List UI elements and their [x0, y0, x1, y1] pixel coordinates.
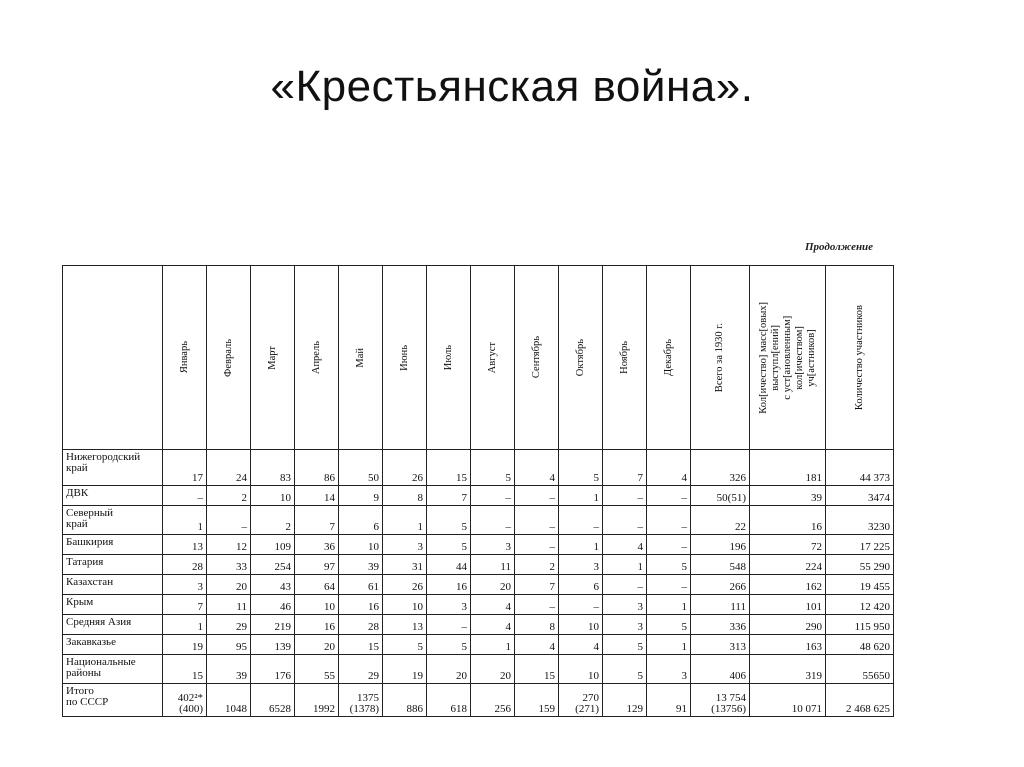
- column-header: Сентябрь: [515, 266, 559, 450]
- table-cell: 10: [383, 595, 427, 615]
- table-cell: 16: [295, 615, 339, 635]
- slide-title: «Крестьянская война».: [270, 62, 754, 111]
- table-row: [63, 655, 894, 684]
- table-cell: 109: [251, 535, 295, 555]
- table-cell: 3230: [826, 506, 894, 535]
- table-cell: 55650: [826, 655, 894, 684]
- table-cell: 39: [339, 555, 383, 575]
- table-cell: 4: [471, 595, 515, 615]
- region-header: [63, 266, 163, 450]
- table-cell: 1: [559, 486, 603, 506]
- table-cell: –: [471, 486, 515, 506]
- table-cell: 8: [515, 615, 559, 635]
- table-cell: 886: [383, 684, 427, 717]
- table-cell: 10: [339, 535, 383, 555]
- table-cell: 618: [427, 684, 471, 717]
- table-cell: 20: [295, 635, 339, 655]
- table-cell: 36: [295, 535, 339, 555]
- table-cell: 7: [515, 575, 559, 595]
- table-cell: 1: [163, 615, 207, 635]
- table-cell: 10: [559, 655, 603, 684]
- column-header: Май: [339, 266, 383, 450]
- table-row: [63, 595, 894, 615]
- table-cell: 31: [383, 555, 427, 575]
- table-cell: 19 455: [826, 575, 894, 595]
- table-cell: –: [515, 535, 559, 555]
- table-cell: –: [207, 506, 251, 535]
- table-cell: 1: [603, 555, 647, 575]
- table-cell: 22: [691, 506, 750, 535]
- table-cell: 176: [251, 655, 295, 684]
- table-cell: 10: [559, 615, 603, 635]
- table-cell: 16: [427, 575, 471, 595]
- table-cell: 14: [295, 486, 339, 506]
- column-header: Количество участников: [826, 266, 894, 450]
- table-cell: 19: [383, 655, 427, 684]
- table-cell: 44: [427, 555, 471, 575]
- table-cell: 1: [647, 635, 691, 655]
- table-cell: 9: [339, 486, 383, 506]
- table-cell: 15: [515, 655, 559, 684]
- table-cell: 402²* (400): [163, 684, 207, 717]
- column-header: Январь: [163, 266, 207, 450]
- table-cell: 162: [750, 575, 826, 595]
- column-header: Июнь: [383, 266, 427, 450]
- table-cell: 4: [647, 450, 691, 486]
- table-cell: –: [603, 575, 647, 595]
- table-cell: 28: [163, 555, 207, 575]
- table-cell: –: [559, 595, 603, 615]
- table-cell: 326: [691, 450, 750, 486]
- table-cell: 95: [207, 635, 251, 655]
- table-cell: 97: [295, 555, 339, 575]
- region-name: Средняя Азия: [63, 615, 163, 635]
- column-header: Октябрь: [559, 266, 603, 450]
- table-cell: 5: [427, 635, 471, 655]
- table-cell: 13: [383, 615, 427, 635]
- table-row: [63, 555, 894, 575]
- table-cell: 3: [163, 575, 207, 595]
- table-cell: 111: [691, 595, 750, 615]
- table-cell: 548: [691, 555, 750, 575]
- table-cell: 270 (271): [559, 684, 603, 717]
- table-cell: 12 420: [826, 595, 894, 615]
- table-cell: 1: [559, 535, 603, 555]
- table-cell: 44 373: [826, 450, 894, 486]
- table-cell: 290: [750, 615, 826, 635]
- table-cell: 64: [295, 575, 339, 595]
- table-cell: 115 950: [826, 615, 894, 635]
- column-header: Апрель: [295, 266, 339, 450]
- table-cell: 256: [471, 684, 515, 717]
- column-header: Кол[ичество] масс[овых] выступл[ений] с уст[ановленным] кол[ичеством] уч[астников]: [750, 266, 826, 450]
- table-cell: 86: [295, 450, 339, 486]
- table-cell: 6: [559, 575, 603, 595]
- table-cell: 4: [471, 615, 515, 635]
- table-cell: 6528: [251, 684, 295, 717]
- table-cell: 1: [471, 635, 515, 655]
- table-cell: –: [559, 506, 603, 535]
- table-cell: 11: [471, 555, 515, 575]
- table-cell: 6: [339, 506, 383, 535]
- table-cell: 163: [750, 635, 826, 655]
- table-cell: 5: [383, 635, 427, 655]
- table-cell: 4: [515, 450, 559, 486]
- table-cell: 313: [691, 635, 750, 655]
- table-cell: –: [163, 486, 207, 506]
- region-name: Закавказье: [63, 635, 163, 655]
- table-cell: 319: [750, 655, 826, 684]
- table-cell: 72: [750, 535, 826, 555]
- table-cell: 20: [207, 575, 251, 595]
- column-header: Февраль: [207, 266, 251, 450]
- table-cell: 29: [339, 655, 383, 684]
- table-cell: 17 225: [826, 535, 894, 555]
- table-cell: 39: [750, 486, 826, 506]
- table-cell: 7: [603, 450, 647, 486]
- table-cell: 17: [163, 450, 207, 486]
- table-cell: 5: [427, 506, 471, 535]
- table-cell: 55 290: [826, 555, 894, 575]
- table-cell: –: [647, 486, 691, 506]
- table-cell: 1375 (1378): [339, 684, 383, 717]
- table-cell: 266: [691, 575, 750, 595]
- table-cell: 20: [471, 655, 515, 684]
- header-row: [63, 266, 894, 450]
- column-header: Ноябрь: [603, 266, 647, 450]
- table-row: [63, 635, 894, 655]
- table-cell: 2 468 625: [826, 684, 894, 717]
- table-cell: 39: [207, 655, 251, 684]
- table-cell: 4: [603, 535, 647, 555]
- table-row: [63, 506, 894, 535]
- table-cell: 50: [339, 450, 383, 486]
- table-cell: 3: [603, 595, 647, 615]
- table-cell: 24: [207, 450, 251, 486]
- table-cell: 3: [471, 535, 515, 555]
- table-cell: 83: [251, 450, 295, 486]
- column-header: Июль: [427, 266, 471, 450]
- region-name: Северный край: [63, 506, 163, 535]
- table-cell: 26: [383, 575, 427, 595]
- table-cell: 3474: [826, 486, 894, 506]
- column-header: Август: [471, 266, 515, 450]
- table-cell: 26: [383, 450, 427, 486]
- table-cell: 224: [750, 555, 826, 575]
- table-cell: 46: [251, 595, 295, 615]
- table-cell: 2: [251, 506, 295, 535]
- table-cell: –: [647, 535, 691, 555]
- table-cell: 10 071: [750, 684, 826, 717]
- table-cell: 48 620: [826, 635, 894, 655]
- table-cell: 5: [603, 655, 647, 684]
- table-cell: 1048: [207, 684, 251, 717]
- table-row: [63, 575, 894, 595]
- table-cell: 5: [471, 450, 515, 486]
- table-cell: 7: [163, 595, 207, 615]
- region-name: Башкирия: [63, 535, 163, 555]
- table-cell: –: [515, 506, 559, 535]
- table-cell: 4: [559, 635, 603, 655]
- table-cell: –: [427, 615, 471, 635]
- column-header: Всего за 1930 г.: [691, 266, 750, 450]
- table-cell: 16: [750, 506, 826, 535]
- table-cell: 139: [251, 635, 295, 655]
- table-cell: 3: [647, 655, 691, 684]
- table-cell: 181: [750, 450, 826, 486]
- table-row: [63, 535, 894, 555]
- table-cell: –: [515, 595, 559, 615]
- table-cell: 219: [251, 615, 295, 635]
- column-header: Март: [251, 266, 295, 450]
- region-name: Крым: [63, 595, 163, 615]
- table-cell: 13 754 (13756): [691, 684, 750, 717]
- table-cell: 15: [427, 450, 471, 486]
- table-cell: 1: [647, 595, 691, 615]
- table-cell: 16: [339, 595, 383, 615]
- table-cell: 254: [251, 555, 295, 575]
- table-cell: 15: [339, 635, 383, 655]
- table-cell: 1: [383, 506, 427, 535]
- region-name: Итого по СССР: [63, 684, 163, 717]
- table-cell: 33: [207, 555, 251, 575]
- table-cell: 196: [691, 535, 750, 555]
- region-name: Нижегородский край: [63, 450, 163, 486]
- table-cell: 91: [647, 684, 691, 717]
- continuation-label: Продолжение: [805, 241, 874, 253]
- table-cell: 2: [207, 486, 251, 506]
- table-row: [63, 684, 894, 717]
- table-cell: 29: [207, 615, 251, 635]
- table-cell: 3: [427, 595, 471, 615]
- table-cell: 5: [559, 450, 603, 486]
- region-name: Национальные районы: [63, 655, 163, 684]
- table-cell: 101: [750, 595, 826, 615]
- region-name: Казахстан: [63, 575, 163, 595]
- table-cell: 406: [691, 655, 750, 684]
- table-cell: –: [603, 486, 647, 506]
- table-cell: 43: [251, 575, 295, 595]
- table-cell: 5: [427, 535, 471, 555]
- table-cell: 4: [515, 635, 559, 655]
- table-cell: 5: [603, 635, 647, 655]
- table-cell: 5: [647, 555, 691, 575]
- table-cell: 129: [603, 684, 647, 717]
- table-cell: 11: [207, 595, 251, 615]
- table-cell: 19: [163, 635, 207, 655]
- table-cell: 8: [383, 486, 427, 506]
- table-cell: 10: [295, 595, 339, 615]
- table-row: [63, 615, 894, 635]
- table-cell: 50(51): [691, 486, 750, 506]
- table-cell: 15: [163, 655, 207, 684]
- revolt-statistics-table: [62, 265, 894, 717]
- table-cell: 55: [295, 655, 339, 684]
- table-cell: 336: [691, 615, 750, 635]
- table-cell: 7: [427, 486, 471, 506]
- table-cell: 20: [427, 655, 471, 684]
- table-cell: 2: [515, 555, 559, 575]
- table-cell: –: [603, 506, 647, 535]
- table-cell: –: [515, 486, 559, 506]
- table-row: [63, 450, 894, 486]
- region-name: ДВК: [63, 486, 163, 506]
- table-cell: –: [471, 506, 515, 535]
- table-cell: 12: [207, 535, 251, 555]
- table-row: [63, 486, 894, 506]
- column-header: Декабрь: [647, 266, 691, 450]
- table-cell: 7: [295, 506, 339, 535]
- table-cell: 20: [471, 575, 515, 595]
- table-cell: 1: [163, 506, 207, 535]
- table-cell: 1992: [295, 684, 339, 717]
- table-cell: 61: [339, 575, 383, 595]
- table-cell: 13: [163, 535, 207, 555]
- table-cell: 3: [559, 555, 603, 575]
- table-cell: 10: [251, 486, 295, 506]
- table-cell: –: [647, 575, 691, 595]
- table-cell: –: [647, 506, 691, 535]
- table-cell: 159: [515, 684, 559, 717]
- table-cell: 28: [339, 615, 383, 635]
- region-name: Татария: [63, 555, 163, 575]
- table-cell: 3: [603, 615, 647, 635]
- table-cell: 5: [647, 615, 691, 635]
- table-cell: 3: [383, 535, 427, 555]
